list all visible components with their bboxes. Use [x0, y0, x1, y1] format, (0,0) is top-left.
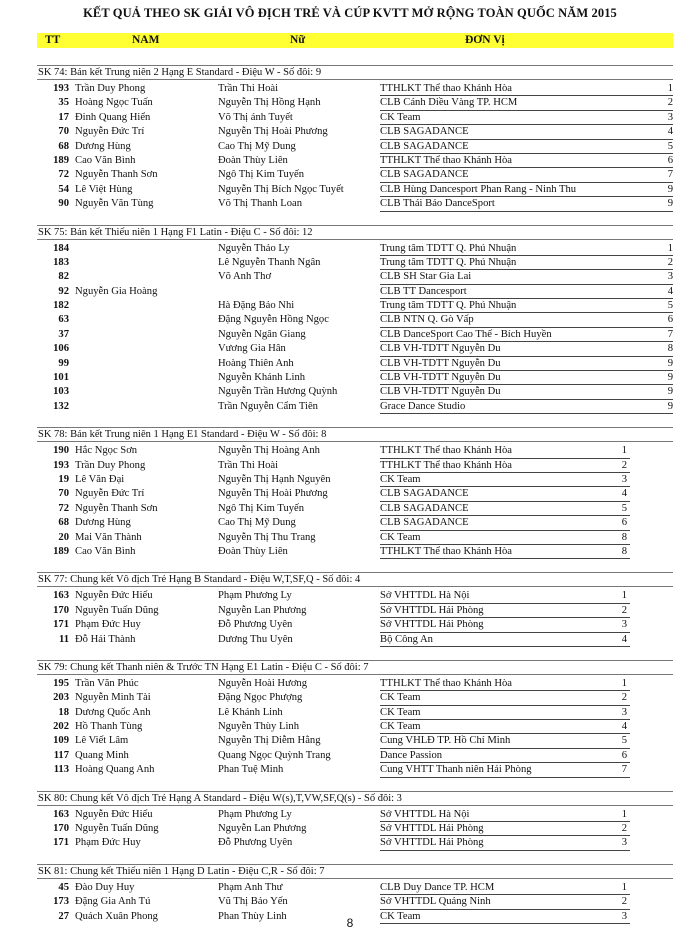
- table-row: [37, 502, 673, 516]
- female-dancer: Hoàng Thiên Anh: [218, 357, 294, 369]
- placing: 9: [667, 183, 673, 195]
- table-row: [37, 125, 673, 139]
- club-name: Cung VHTT Thanh niên Hải Phòng: [380, 764, 532, 776]
- header-tt: TT: [45, 34, 61, 46]
- table-header: [37, 33, 673, 48]
- row-underline: [380, 777, 630, 778]
- couple-number: 37: [58, 328, 69, 340]
- couple-number: 109: [53, 735, 69, 747]
- club-name: Trung tâm TDTT Q. Phú Nhuận: [380, 242, 517, 254]
- placing: 3: [667, 271, 673, 283]
- couple-number: 189: [53, 545, 69, 557]
- male-dancer: Hoàng Quang Anh: [75, 764, 155, 776]
- placing: 2: [621, 823, 627, 835]
- placing: 9: [667, 386, 673, 398]
- club-name: Sở VHTTDL Hà Nội: [380, 808, 470, 820]
- female-dancer: Nguyễn Thị Hoài Phương: [218, 126, 328, 138]
- club-name: CLB Thái Bảo DanceSport: [380, 198, 495, 210]
- table-row: [37, 371, 673, 385]
- club-name: CLB Duy Dance TP. HCM: [380, 881, 495, 893]
- club-name: CLB NTN Q. Gò Vấp: [380, 314, 474, 326]
- male-dancer: Trần Duy Phong: [75, 83, 146, 94]
- table-row: [37, 256, 673, 270]
- table-row: [37, 531, 673, 545]
- table-row: [37, 734, 673, 748]
- female-dancer: Vũ Thị Bảo Yến: [218, 896, 288, 908]
- female-dancer: Nguyễn Thị Hồng Hạnh: [218, 97, 321, 109]
- table-row: [37, 633, 673, 647]
- club-name: Cung VHLĐ TP. Hồ Chí Minh: [380, 735, 511, 747]
- club-name: CLB SAGADANCE: [380, 517, 469, 529]
- header-nu: Nữ: [290, 34, 306, 46]
- table-row: [37, 808, 673, 822]
- event-title: SK 81: Chung kết Thiếu niên 1 Hạng D Latin - Điệu C,R - Số đôi: 7: [37, 864, 673, 879]
- table-row: [37, 385, 673, 399]
- couple-number: 117: [53, 749, 69, 761]
- placing: 4: [621, 721, 627, 733]
- placing: 7: [667, 169, 673, 181]
- table-row: [37, 111, 673, 125]
- event-title: SK 79: Chung kết Thanh niên & Trước TN Hạng E1 Latin - Điệu C - Số đôi: 7: [37, 660, 673, 675]
- couple-number: 183: [53, 256, 69, 268]
- club-name: Sở VHTTDL Quảng Ninh: [380, 896, 491, 908]
- table-row: [37, 270, 673, 284]
- male-dancer: Phạm Đức Huy: [75, 619, 141, 631]
- club-name: CLB SH Star Gia Lai: [380, 271, 472, 283]
- couple-number: 195: [53, 677, 69, 689]
- table-row: [37, 183, 673, 197]
- table-row: [37, 589, 673, 603]
- male-dancer: Đào Duy Huy: [75, 881, 135, 893]
- placing: 2: [621, 604, 627, 616]
- table-row: [37, 691, 673, 705]
- placing: 2: [667, 256, 673, 268]
- event-title: SK 78: Bán kết Trung niên 1 Hạng E1 Standard - Điệu W - Số đôi: 8: [37, 427, 673, 442]
- placing: 3: [621, 473, 627, 485]
- male-dancer: Lê Việt Hùng: [75, 183, 133, 195]
- female-dancer: Nguyễn Lan Phương: [218, 823, 307, 835]
- female-dancer: Quang Ngọc Quỳnh Trang: [218, 749, 331, 761]
- female-dancer: Trần Nguyễn Cẩm Tiên: [218, 400, 318, 412]
- female-dancer: Lê Khánh Linh: [218, 706, 283, 718]
- couple-number: 99: [58, 357, 69, 369]
- club-name: CK Team: [380, 692, 421, 704]
- placing: 7: [621, 764, 627, 776]
- couple-number: 202: [53, 721, 69, 733]
- row-underline: [380, 558, 630, 559]
- club-name: CLB SAGADANCE: [380, 126, 469, 138]
- club-name: CLB VH-TDTT Nguyễn Du: [380, 372, 501, 384]
- club-name: Dance Passion: [380, 749, 443, 761]
- female-dancer: Nguyễn Thị Hạnh Nguyên: [218, 473, 331, 485]
- header-nam: NAM: [132, 34, 160, 46]
- female-dancer: Nguyễn Thùy Linh: [218, 721, 300, 733]
- female-dancer: Võ Anh Thơ: [218, 271, 272, 283]
- table-row: [37, 822, 673, 836]
- female-dancer: Đặng Ngọc Phượng: [218, 692, 303, 704]
- table-row: [37, 749, 673, 763]
- club-name: CK Team: [380, 111, 421, 123]
- table-row: [37, 618, 673, 632]
- placing: 3: [621, 619, 627, 631]
- placing: 1: [667, 242, 673, 254]
- event-title: SK 80: Chung kết Vô địch Trẻ Hạng A Standard - Điệu W(s),T,VW,SF,Q(s) - Số đôi: 3: [37, 791, 673, 806]
- row-underline: [380, 413, 673, 414]
- female-dancer: Cao Thị Mỹ Dung: [218, 517, 296, 529]
- couple-number: 90: [58, 198, 69, 210]
- table-row: [37, 487, 673, 501]
- club-name: CK Team: [380, 531, 421, 543]
- couple-number: 92: [58, 285, 69, 297]
- table-row: [37, 313, 673, 327]
- male-dancer: Mai Văn Thành: [75, 531, 142, 543]
- couple-number: 45: [58, 881, 69, 893]
- couple-number: 113: [53, 764, 69, 776]
- club-name: CLB VH-TDTT Nguyễn Du: [380, 357, 501, 369]
- table-row: [37, 444, 673, 458]
- table-row: [37, 96, 673, 110]
- placing: 2: [621, 896, 627, 908]
- event-title: SK 74: Bán kết Trung niên 2 Hạng E Standard - Điệu W - Số đôi: 9: [37, 65, 673, 80]
- female-dancer: Nguyễn Thị Thu Trang: [218, 531, 316, 543]
- placing: 5: [667, 140, 673, 152]
- event-title: SK 77: Chung kết Vô địch Trẻ Hạng B Standard - Điệu W,T,SF,Q - Số đôi: 4: [37, 572, 673, 587]
- couple-number: 18: [58, 706, 69, 718]
- couple-number: 173: [53, 896, 69, 908]
- row-underline: [380, 646, 630, 647]
- placing: 9: [667, 372, 673, 384]
- table-row: [37, 342, 673, 356]
- female-dancer: Phan Thùy Linh: [218, 910, 287, 922]
- couple-number: 170: [53, 604, 69, 616]
- placing: 6: [621, 749, 627, 761]
- female-dancer: Nguyễn Thảo Ly: [218, 242, 290, 254]
- female-dancer: Nguyễn Khánh Linh: [218, 372, 306, 384]
- male-dancer: Nguyễn Đức Hiếu: [75, 590, 153, 602]
- placing: 4: [667, 285, 673, 297]
- row-underline: [380, 850, 630, 851]
- table-row: [37, 357, 673, 371]
- table-row: [37, 720, 673, 734]
- male-dancer: Trần Văn Phúc: [75, 677, 139, 689]
- club-name: TTHLKT Thể thao Khánh Hòa: [380, 445, 512, 457]
- placing: 3: [621, 837, 627, 849]
- table-row: [37, 516, 673, 530]
- couple-number: 182: [53, 300, 69, 312]
- event-section: [37, 65, 673, 212]
- placing: 8: [621, 545, 627, 557]
- female-dancer: Vương Gia Hân: [218, 343, 286, 355]
- table-row: [37, 459, 673, 473]
- female-dancer: Lê Nguyễn Thanh Ngân: [218, 256, 321, 268]
- male-dancer: Quang Minh: [75, 749, 129, 761]
- female-dancer: Trần Thi Hoài: [218, 459, 279, 471]
- couple-number: 190: [53, 445, 69, 457]
- club-name: CLB Hùng Dancesport Phan Rang - Ninh Thu: [380, 183, 577, 195]
- event-section: [37, 864, 673, 924]
- female-dancer: Nguyễn Trần Hương Quỳnh: [218, 386, 338, 398]
- male-dancer: Nguyễn Thanh Sơn: [75, 169, 158, 181]
- club-name: Sở VHTTDL Hà Nội: [380, 590, 470, 602]
- couple-number: 189: [53, 154, 69, 166]
- table-row: [37, 197, 673, 211]
- placing: 1: [621, 677, 627, 689]
- club-name: TTHLKT Thể thao Khánh Hòa: [380, 545, 512, 557]
- couple-number: 72: [58, 502, 69, 514]
- female-dancer: Trần Thi Hoài: [218, 83, 279, 94]
- table-row: [37, 895, 673, 909]
- couple-number: 11: [58, 633, 69, 645]
- male-dancer: Cao Văn Bình: [75, 154, 136, 166]
- table-row: [37, 545, 673, 559]
- club-name: Sở VHTTDL Hải Phòng: [380, 604, 484, 616]
- club-name: Sở VHTTDL Hải Phòng: [380, 837, 484, 849]
- header-don-vi: ĐƠN Vị: [465, 34, 505, 46]
- page-title: KẾT QUẢ THEO SK GIẢI VÔ ĐỊCH TRẺ VÀ CÚP KVTT MỞ RỘNG TOÀN QUỐC NĂM 2015: [83, 6, 617, 20]
- club-name: Bộ Công An: [380, 633, 433, 645]
- club-name: CLB VH-TDTT Nguyễn Du: [380, 343, 501, 355]
- couple-number: 19: [58, 473, 69, 485]
- male-dancer: Trần Duy Phong: [75, 459, 146, 471]
- placing: 9: [667, 198, 673, 210]
- event-section: [37, 225, 673, 415]
- placing: 4: [621, 633, 627, 645]
- female-dancer: Nguyễn Thị Hoàng Anh: [218, 445, 320, 457]
- placing: 3: [621, 706, 627, 718]
- placing: 4: [621, 488, 627, 500]
- placing: 1: [621, 445, 627, 457]
- club-name: CK Team: [380, 706, 421, 718]
- placing: 1: [667, 83, 673, 94]
- club-name: CLB SAGADANCE: [380, 169, 469, 181]
- male-dancer: Đỗ Hải Thành: [75, 633, 136, 645]
- female-dancer: Cao Thị Mỹ Dung: [218, 140, 296, 152]
- female-dancer: Nguyễn Thị Hoài Phương: [218, 488, 328, 500]
- table-row: [37, 299, 673, 313]
- placing: 7: [667, 328, 673, 340]
- couple-number: 68: [58, 140, 69, 152]
- female-dancer: Ngô Thị Kim Tuyến: [218, 169, 305, 181]
- page-number: 8: [346, 916, 354, 930]
- couple-number: 171: [53, 837, 69, 849]
- placing: 4: [667, 126, 673, 138]
- table-row: [37, 82, 673, 96]
- male-dancer: Lê Văn Đại: [75, 473, 125, 485]
- club-name: TTHLKT Thể thao Khánh Hòa: [380, 83, 512, 94]
- female-dancer: Võ Thị ánh Tuyết: [218, 111, 293, 123]
- table-row: [37, 140, 673, 154]
- couple-number: 68: [58, 517, 69, 529]
- club-name: Trung tâm TDTT Q. Phú Nhuận: [380, 300, 517, 312]
- table-row: [37, 881, 673, 895]
- female-dancer: Võ Thị Thanh Loan: [218, 198, 303, 210]
- table-row: [37, 168, 673, 182]
- row-underline: [380, 211, 673, 212]
- female-dancer: Nguyễn Ngân Giang: [218, 328, 306, 340]
- couple-number: 101: [53, 372, 69, 384]
- table-row: [37, 604, 673, 618]
- placing: 9: [667, 400, 673, 412]
- male-dancer: Cao Văn Bình: [75, 545, 136, 557]
- female-dancer: Đỗ Phương Uyên: [218, 619, 293, 631]
- female-dancer: Đỗ Phương Uyên: [218, 837, 293, 849]
- club-name: CLB Cánh Diều Vàng TP. HCM: [380, 97, 518, 109]
- male-dancer: Nguyễn Tuấn Dũng: [75, 823, 159, 835]
- club-name: CLB TT Dancesport: [380, 285, 467, 297]
- female-dancer: Phạm Anh Thư: [218, 881, 283, 893]
- table-row: [37, 242, 673, 256]
- club-name: TTHLKT Thể thao Khánh Hòa: [380, 677, 512, 689]
- couple-number: 70: [58, 126, 69, 138]
- table-row: [37, 763, 673, 777]
- club-name: CK Team: [380, 721, 421, 733]
- female-dancer: Nguyễn Hoài Hương: [218, 677, 308, 689]
- table-row: [37, 328, 673, 342]
- club-name: CLB DanceSport Cao Thế - Bích Huyền: [380, 328, 552, 340]
- male-dancer: Dương Quốc Anh: [75, 706, 151, 718]
- male-dancer: Nguyễn Minh Tài: [75, 692, 151, 704]
- couple-number: 27: [58, 910, 69, 922]
- placing: 6: [667, 154, 673, 166]
- table-row: [37, 473, 673, 487]
- male-dancer: Hoàng Ngọc Tuấn: [75, 97, 153, 109]
- female-dancer: Nguyễn Lan Phương: [218, 604, 307, 616]
- club-name: Sở VHTTDL Hải Phòng: [380, 619, 484, 631]
- club-name: CK Team: [380, 910, 421, 922]
- male-dancer: Nguyễn Đức Trí: [75, 488, 145, 500]
- female-dancer: Ngô Thị Kim Tuyến: [218, 502, 305, 514]
- table-row: [37, 836, 673, 850]
- couple-number: 54: [58, 183, 69, 195]
- male-dancer: Đinh Quang Hiển: [75, 111, 151, 123]
- couple-number: 20: [58, 531, 69, 543]
- couple-number: 170: [53, 823, 69, 835]
- couple-number: 35: [58, 97, 69, 109]
- placing: 6: [667, 314, 673, 326]
- event-section: [37, 660, 673, 778]
- couple-number: 106: [53, 343, 69, 355]
- event-section: [37, 572, 673, 647]
- male-dancer: Phạm Đức Huy: [75, 837, 141, 849]
- female-dancer: Đoàn Thùy Liên: [218, 545, 288, 557]
- female-dancer: Phạm Phương Ly: [218, 808, 292, 820]
- table-row: [37, 285, 673, 299]
- placing: 6: [621, 517, 627, 529]
- club-name: CLB SAGADANCE: [380, 488, 469, 500]
- results-list: [37, 65, 673, 937]
- male-dancer: Nguyễn Tuấn Dũng: [75, 604, 159, 616]
- couple-number: 171: [53, 619, 69, 631]
- male-dancer: Lê Viết Lâm: [75, 735, 129, 747]
- placing: 2: [621, 692, 627, 704]
- female-dancer: Phạm Phương Ly: [218, 590, 292, 602]
- placing: 8: [667, 343, 673, 355]
- placing: 5: [667, 300, 673, 312]
- male-dancer: Nguyễn Văn Tùng: [75, 198, 154, 210]
- event-title: SK 75: Bán kết Thiếu niên 1 Hạng F1 Latin - Điệu C - Số đôi: 12: [37, 225, 673, 240]
- female-dancer: Phan Tuệ Minh: [218, 764, 284, 776]
- club-name: CLB SAGADANCE: [380, 140, 469, 152]
- male-dancer: Nguyễn Đức Trí: [75, 126, 145, 138]
- club-name: CLB VH-TDTT Nguyễn Du: [380, 386, 501, 398]
- female-dancer: Đoàn Thùy Liên: [218, 154, 288, 166]
- event-section: [37, 791, 673, 851]
- male-dancer: Hắc Ngọc Sơn: [75, 445, 138, 457]
- female-dancer: Nguyễn Thị Bích Ngọc Tuyết: [218, 183, 344, 195]
- couple-number: 82: [58, 271, 69, 283]
- table-row: [37, 677, 673, 691]
- placing: 2: [667, 97, 673, 109]
- couple-number: 193: [53, 83, 69, 94]
- placing: 3: [621, 910, 627, 922]
- female-dancer: Đặng Nguyễn Hồng Ngọc: [218, 314, 329, 326]
- table-row: [37, 154, 673, 168]
- placing: 1: [621, 590, 627, 602]
- couple-number: 163: [53, 808, 69, 820]
- couple-number: 72: [58, 169, 69, 181]
- female-dancer: Nguyễn Thị Diễm Hằng: [218, 735, 321, 747]
- placing: 1: [621, 808, 627, 820]
- couple-number: 63: [58, 314, 69, 326]
- placing: 1: [621, 881, 627, 893]
- female-dancer: Hà Đặng Bảo Nhi: [218, 300, 295, 312]
- couple-number: 184: [53, 242, 69, 254]
- male-dancer: Nguyễn Thanh Sơn: [75, 502, 158, 514]
- club-name: Trung tâm TDTT Q. Phú Nhuận: [380, 256, 517, 268]
- placing: 9: [667, 357, 673, 369]
- club-name: TTHLKT Thể thao Khánh Hòa: [380, 154, 512, 166]
- male-dancer: Dương Hùng: [75, 140, 131, 152]
- club-name: CLB SAGADANCE: [380, 502, 469, 514]
- table-row: [37, 706, 673, 720]
- male-dancer: Dương Hùng: [75, 517, 131, 529]
- placing: 8: [621, 531, 627, 543]
- placing: 2: [621, 459, 627, 471]
- male-dancer: Đặng Gia Anh Tú: [75, 896, 151, 908]
- couple-number: 203: [53, 692, 69, 704]
- club-name: TTHLKT Thể thao Khánh Hòa: [380, 459, 512, 471]
- club-name: Grace Dance Studio: [380, 400, 466, 412]
- club-name: CK Team: [380, 473, 421, 485]
- male-dancer: Hồ Thanh Tùng: [75, 721, 143, 733]
- couple-number: 163: [53, 590, 69, 602]
- couple-number: 17: [58, 111, 69, 123]
- male-dancer: Quách Xuân Phong: [75, 910, 158, 922]
- male-dancer: Nguyễn Gia Hoàng: [75, 285, 158, 297]
- table-row: [37, 400, 673, 414]
- couple-number: 193: [53, 459, 69, 471]
- couple-number: 70: [58, 488, 69, 500]
- event-section: [37, 427, 673, 559]
- male-dancer: Nguyễn Đức Hiếu: [75, 808, 153, 820]
- placing: 5: [621, 735, 627, 747]
- placing: 5: [621, 502, 627, 514]
- female-dancer: Dương Thu Uyên: [218, 633, 293, 645]
- couple-number: 103: [53, 386, 69, 398]
- club-name: Sở VHTTDL Hải Phòng: [380, 823, 484, 835]
- placing: 3: [667, 111, 673, 123]
- couple-number: 132: [53, 400, 69, 412]
